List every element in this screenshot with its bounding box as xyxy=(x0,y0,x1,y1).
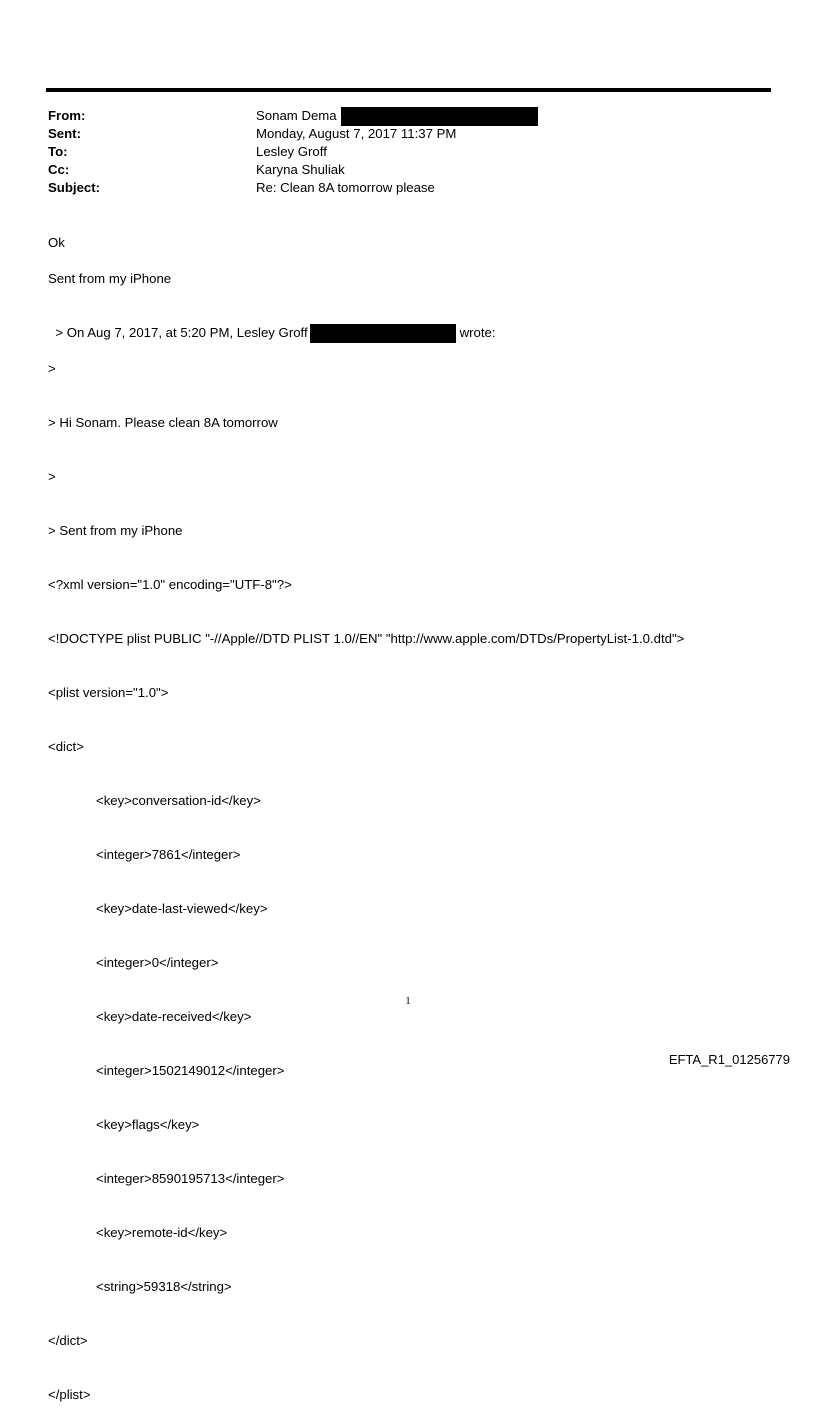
xml-line: <?xml version="1.0" encoding="UTF-8"?> xyxy=(48,577,292,592)
cc-label: Cc: xyxy=(48,162,70,177)
to-value: Lesley Groff xyxy=(256,144,327,159)
from-row xyxy=(48,107,768,125)
dict-line: <key>conversation-id</key> xyxy=(96,793,261,808)
sent-value: Monday, August 7, 2017 11:37 PM xyxy=(256,126,457,141)
from-label: From: xyxy=(48,108,86,123)
dict-line: <key>remote-id</key> xyxy=(96,1225,228,1240)
subject-row xyxy=(48,179,768,197)
dict-line: <key>flags</key> xyxy=(96,1117,200,1132)
document-id: EFTA_R1_01256779 xyxy=(668,1052,790,1067)
header-divider xyxy=(46,88,771,92)
email-header xyxy=(48,107,768,197)
dict-line: <integer>7861</integer> xyxy=(96,847,241,862)
quoted-intro-wrote: wrote: xyxy=(459,325,496,340)
cc-value: Karyna Shuliak xyxy=(256,162,345,177)
cc-row xyxy=(48,161,768,179)
xml-line: <plist version="1.0"> xyxy=(48,685,169,700)
quoted-line: > Sent from my iPhone xyxy=(48,523,183,538)
sent-label: Sent: xyxy=(48,126,81,141)
closing-line: </plist> xyxy=(48,1387,91,1402)
to-row xyxy=(48,143,768,161)
closing-line: </dict> xyxy=(48,1333,88,1348)
dict-line: <integer>0</integer> xyxy=(96,955,219,970)
dict-line: <key>date-received</key> xyxy=(96,1009,252,1024)
redaction-box xyxy=(341,107,538,126)
page-number: 1 xyxy=(405,995,411,1007)
quoted-line: > xyxy=(48,361,56,376)
reply-text: Ok xyxy=(48,235,65,250)
from-value: Sonam Dema xyxy=(256,108,337,123)
dict-line: <string>59318</string> xyxy=(96,1279,232,1294)
sent-row xyxy=(48,125,768,143)
dict-line: <key>date-last-viewed</key> xyxy=(96,901,268,916)
xml-line: <!DOCTYPE plist PUBLIC "-//Apple//DTD PLIST 1.0//EN" "http://www.apple.com/DTDs/PropertyList-1.0.dtd"> xyxy=(48,631,685,646)
quoted-line: > Hi Sonam. Please clean 8A tomorrow xyxy=(48,415,278,430)
dict-line: <integer>8590195713</integer> xyxy=(96,1171,285,1186)
subject-label: Subject: xyxy=(48,180,101,195)
quoted-intro-text: > On Aug 7, 2017, at 5:20 PM, Lesley Groff xyxy=(55,325,308,340)
dict-line: <integer>1502149012</integer> xyxy=(96,1063,285,1078)
xml-line: <dict> xyxy=(48,739,84,754)
quoted-block xyxy=(48,324,684,1422)
subject-value: Re: Clean 8A tomorrow please xyxy=(256,180,435,195)
to-label: To: xyxy=(48,144,68,159)
quoted-line: > xyxy=(48,469,56,484)
signature-text: Sent from my iPhone xyxy=(48,271,172,286)
